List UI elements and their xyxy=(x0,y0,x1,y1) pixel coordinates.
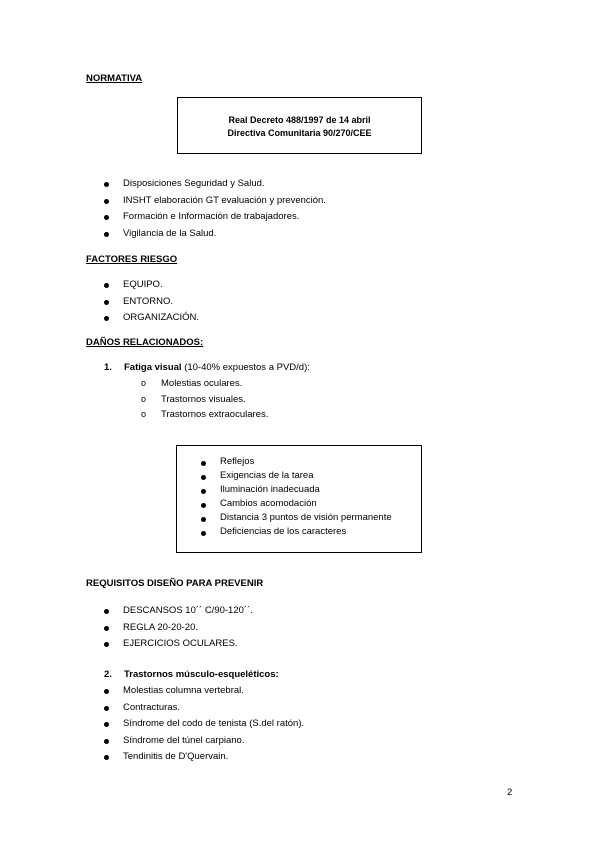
danos-heading: DAÑOS RELACIONADOS: xyxy=(86,337,204,348)
fatiga-visual-item xyxy=(104,362,310,373)
causas-list xyxy=(201,455,392,539)
list-item: DESCANSOS 10´´ C/90-120´´. xyxy=(104,603,253,620)
fatiga-visual-sublist xyxy=(141,376,268,423)
list-item: o Trastornos extraoculares. xyxy=(141,407,268,423)
list-item: Molestias columna vertebral. xyxy=(104,683,304,700)
list-item: Reflejos xyxy=(201,455,392,469)
item-number: 1. xyxy=(104,362,112,373)
factores-heading: FACTORES RIESGO xyxy=(86,254,178,265)
trastornos-musculo-list xyxy=(104,683,304,766)
list-item: Contracturas. xyxy=(104,700,304,717)
list-item: INSHT elaboración GT evaluación y prevención. xyxy=(104,193,326,210)
factores-list xyxy=(104,277,199,327)
requisitos-list xyxy=(104,603,253,653)
normativa-box-line-2: Directiva Comunitaria 90/270/CEE xyxy=(227,128,372,138)
list-item: ENTORNO. xyxy=(104,294,199,311)
list-item: Tendinitis de D'Quervain. xyxy=(104,749,304,766)
list-item: Deficiencias de los caracteres xyxy=(201,525,392,539)
list-item: Exigencias de la tarea xyxy=(201,469,392,483)
causas-box xyxy=(176,445,422,553)
list-item: ORGANIZACIÓN. xyxy=(104,310,199,327)
item-title: Trastornos músculo-esqueléticos: xyxy=(124,669,279,680)
list-item: o Trastornos visuales. xyxy=(141,392,268,408)
requisitos-heading: REQUISITOS DISEÑO PARA PREVENIR xyxy=(86,578,264,589)
normativa-box xyxy=(177,97,422,154)
page-number: 2 xyxy=(507,787,513,798)
item-number: 2. xyxy=(104,669,112,680)
trastornos-musculo-item xyxy=(104,669,279,680)
normativa-box-line-1: Real Decreto 488/1997 de 14 abril xyxy=(228,115,371,125)
list-item: o Molestias oculares. xyxy=(141,376,268,392)
list-item: EQUIPO. xyxy=(104,277,199,294)
item-detail: (10-40% expuestos a PVD/d): xyxy=(181,362,310,373)
list-item: Síndrome del codo de tenista (S.del ratón). xyxy=(104,716,304,733)
list-item: Iluminación inadecuada xyxy=(201,483,392,497)
list-item: EJERCICIOS OCULARES. xyxy=(104,636,253,653)
list-item: Síndrome del túnel carpiano. xyxy=(104,733,304,750)
list-item: REGLA 20-20-20. xyxy=(104,620,253,637)
list-item: Cambios acomodación xyxy=(201,497,392,511)
normativa-list xyxy=(104,176,326,242)
list-item: Distancia 3 puntos de visión permanente xyxy=(201,511,392,525)
list-item: Vigilancia de la Salud. xyxy=(104,226,326,243)
list-item: Disposiciones Seguridad y Salud. xyxy=(104,176,326,193)
normativa-heading: NORMATIVA xyxy=(86,73,143,84)
list-item: Formación e Información de trabajadores. xyxy=(104,209,326,226)
item-title: Fatiga visual xyxy=(124,362,182,373)
